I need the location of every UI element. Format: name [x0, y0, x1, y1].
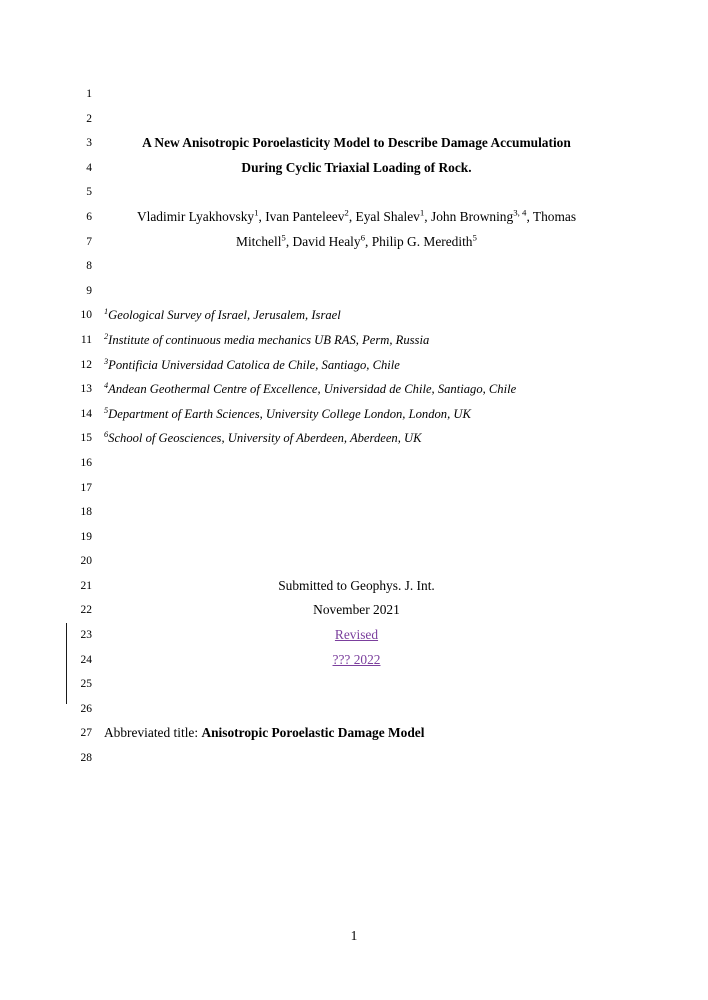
affiliation-text: Geological Survey of Israel, Jerusalem, Israel — [108, 308, 341, 323]
author-name: , Thomas — [526, 208, 577, 224]
blank-line — [104, 180, 609, 205]
affiliation-marker: 6 — [104, 430, 109, 440]
affiliation-marker: 2 — [104, 331, 109, 341]
line-number: 21 — [80, 579, 92, 592]
blank-line — [104, 82, 609, 107]
line-number: 24 — [80, 653, 92, 666]
affiliation-item — [104, 402, 609, 427]
author-name: Mitchell — [236, 233, 282, 249]
author-affil-marker: 2 — [344, 207, 349, 218]
blank-line — [104, 549, 609, 574]
author-affil-marker: 6 — [360, 232, 366, 243]
abbreviated-title — [104, 721, 609, 746]
affiliation-marker: 5 — [104, 405, 109, 415]
author-name: , Eyal Shalev — [348, 208, 420, 224]
page-title-line-1: A New Anisotropic Poroelasticity Model to Describe Damage Accumulation — [142, 135, 571, 151]
submitted-journal: Submitted to Geophys. J. Int. — [278, 577, 435, 593]
author-affil-marker: 5 — [472, 232, 477, 243]
line-number: 7 — [86, 235, 92, 248]
affiliation-item — [104, 303, 609, 328]
line-number: 2 — [86, 112, 92, 125]
abbreviated-title-value: Anisotropic Poroelastic Damage Model — [201, 725, 425, 741]
document-body — [104, 82, 609, 771]
line-number: 9 — [86, 284, 92, 297]
line-number: 8 — [86, 260, 92, 273]
line-number: 16 — [80, 456, 92, 469]
author-affil-marker: 1 — [254, 207, 259, 218]
line-number: 20 — [80, 555, 92, 568]
blank-line — [104, 254, 609, 279]
affiliation-marker: 1 — [104, 307, 109, 317]
blank-line — [104, 476, 609, 501]
line-number: 11 — [80, 333, 92, 346]
line-number: 17 — [80, 481, 92, 494]
line-number: 22 — [80, 604, 92, 617]
author-name: , Ivan Panteleev — [258, 208, 345, 224]
author-affil-marker: 3, 4 — [513, 207, 527, 218]
affiliation-marker: 3 — [104, 356, 109, 366]
affiliation-marker: 4 — [104, 380, 109, 390]
abbreviated-title-label: Abbreviated title: — [104, 725, 199, 741]
author-line-2 — [104, 230, 609, 255]
affiliation-text: Department of Earth Sciences, University College London, London, UK — [108, 406, 471, 421]
affiliation-item — [104, 328, 609, 353]
line-number-gutter — [66, 82, 92, 771]
author-name: , John Browning — [424, 208, 514, 224]
line-number: 14 — [80, 407, 92, 420]
affiliation-text: Institute of continuous media mechanics UB RAS, Perm, Russia — [108, 332, 430, 347]
blank-line — [104, 697, 609, 722]
blank-line — [104, 525, 609, 550]
line-number: 1 — [86, 88, 92, 100]
line-number: 3 — [86, 137, 92, 150]
line-number: 26 — [80, 702, 92, 715]
line-number: 4 — [86, 161, 92, 174]
blank-line — [104, 672, 609, 697]
blank-line — [104, 500, 609, 525]
revised-label: Revised — [334, 627, 379, 643]
author-name: , David Healy — [285, 233, 361, 249]
line-number: 27 — [80, 727, 92, 740]
author-affil-marker: 5 — [281, 232, 286, 243]
revised-date: ??? 2022 — [332, 651, 381, 667]
affiliation-item — [104, 353, 609, 378]
blank-line — [104, 746, 609, 771]
affiliation-item — [104, 426, 609, 451]
line-number: 25 — [80, 678, 92, 691]
author-line-1 — [104, 205, 609, 230]
author-name: Vladimir Lyakhovsky — [136, 208, 255, 224]
line-number: 15 — [80, 432, 92, 445]
line-number: 28 — [80, 752, 92, 765]
submitted-date: November 2021 — [313, 602, 400, 618]
affiliation-item — [104, 377, 609, 402]
line-number: 23 — [80, 629, 92, 642]
affiliation-text: Pontificia Universidad Catolica de Chile, Santiago, Chile — [108, 357, 400, 372]
author-affil-marker: 1 — [419, 207, 425, 218]
affiliation-text: School of Geosciences, University of Aberdeen, Aberdeen, UK — [108, 431, 422, 446]
line-number: 13 — [80, 383, 92, 396]
page-title-line-2: During Cyclic Triaxial Loading of Rock. — [241, 159, 472, 175]
affiliation-text: Andean Geothermal Centre of Excellence, Universidad de Chile, Santiago, Chile — [108, 382, 517, 397]
blank-line — [104, 107, 609, 132]
line-number: 10 — [80, 309, 92, 322]
blank-line — [104, 279, 609, 304]
blank-line — [104, 451, 609, 476]
line-number: 5 — [86, 186, 92, 199]
line-number: 18 — [80, 506, 92, 519]
line-number: 12 — [80, 358, 92, 371]
author-name: , Philip G. Meredith — [365, 233, 473, 249]
revision-change-bar — [66, 623, 67, 704]
line-number: 19 — [80, 530, 92, 543]
page-number: 1 — [350, 928, 358, 943]
line-number: 6 — [86, 210, 92, 223]
